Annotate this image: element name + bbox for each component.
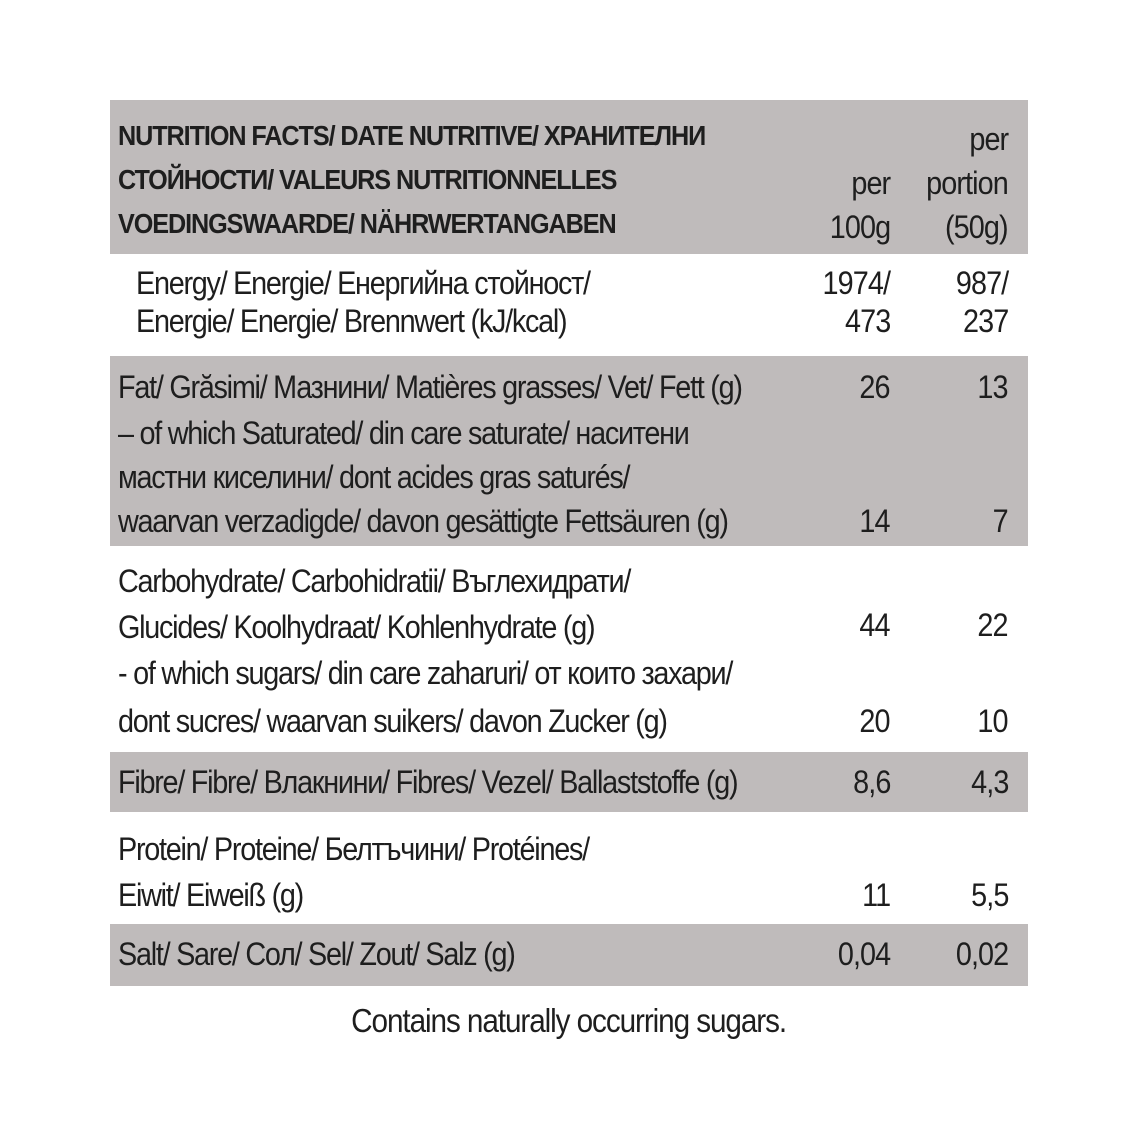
saturates-value-100g: 14 xyxy=(859,503,890,539)
salt-value-portion: 0,02 xyxy=(955,936,1008,972)
header-per-100g: 100g xyxy=(829,209,890,245)
header-title-line: VOEDINGSWAARDE/ NÄHRWERTANGABEN xyxy=(118,208,616,239)
energy-row xyxy=(110,254,1028,356)
sugars-value-portion: 10 xyxy=(977,703,1008,739)
fibre-value-100g: 8,6 xyxy=(852,764,890,800)
protein-row xyxy=(110,812,1028,924)
header-per-portion: portion xyxy=(926,165,1008,201)
salt-row xyxy=(110,924,1028,986)
carbohydrate-label: Carbohydrate/ Carbohidratii/ Въглехидрати/ xyxy=(118,563,631,599)
salt-value-100g: 0,04 xyxy=(837,936,890,972)
fibre-label: Fibre/ Fibre/ Влакнини/ Fibres/ Vezel/ Ballaststoffe (g) xyxy=(118,764,738,800)
nutrition-table xyxy=(110,100,1028,986)
header-per-portion: (50g) xyxy=(945,209,1008,245)
fat-label: Fat/ Grăsimi/ Мазнини/ Matières grasses/ Vet/ Fett (g) xyxy=(118,369,742,405)
saturates-label: мастни киселини/ dont acides gras saturés/ xyxy=(118,459,630,495)
protein-value-100g: 11 xyxy=(861,877,890,913)
carbohydrate-value-100g: 44 xyxy=(859,607,890,643)
energy-label: Energie/ Energie/ Brennwert (kJ/kcal) xyxy=(136,303,567,339)
header-title-line: СТОЙНОСТИ/ VALEURS NUTRITIONNELLES xyxy=(118,164,617,195)
salt-label: Salt/ Sare/ Сол/ Sel/ Zout/ Salz (g) xyxy=(118,936,515,972)
carbohydrate-value-portion: 22 xyxy=(977,607,1008,643)
header-per-100g: per xyxy=(851,165,890,201)
sugars-label: - of which sugars/ din care zaharuri/ от които захари/ xyxy=(118,655,733,691)
energy-value-100g: 473 xyxy=(844,303,890,339)
fat-value-portion: 13 xyxy=(977,369,1008,405)
saturates-label: waarvan verzadigde/ davon gesättigte Fettsäuren (g) xyxy=(118,503,728,539)
energy-value-100g: 1974/ xyxy=(822,265,890,301)
carbohydrate-row xyxy=(110,546,1028,752)
energy-value-portion: 237 xyxy=(962,303,1008,339)
fibre-row xyxy=(110,752,1028,812)
energy-label: Energy/ Energie/ Енергийна стойност/ xyxy=(136,265,590,301)
protein-label: Eiwit/ Eiweiß (g) xyxy=(118,877,304,913)
fat-row xyxy=(110,356,1028,546)
header-row xyxy=(110,100,1028,254)
header-per-portion: per xyxy=(969,121,1008,157)
footnote xyxy=(0,998,1137,1044)
sugars-value-100g: 20 xyxy=(859,703,890,739)
header-title-line: NUTRITION FACTS/ DATE NUTRITIVE/ ХРАНИТЕЛНИ xyxy=(118,120,706,151)
fibre-value-portion: 4,3 xyxy=(970,764,1008,800)
carbohydrate-label: Glucides/ Koolhydraat/ Kohlenhydrate (g) xyxy=(118,609,595,645)
sugars-label: dont sucres/ waarvan suikers/ davon Zucker (g) xyxy=(118,703,667,739)
energy-value-portion: 987/ xyxy=(955,265,1008,301)
footnote-text: Contains naturally occurring sugars. xyxy=(351,1002,786,1039)
protein-label: Protein/ Proteine/ Белтъчини/ Protéines/ xyxy=(118,831,589,867)
fat-value-100g: 26 xyxy=(859,369,890,405)
protein-value-portion: 5,5 xyxy=(970,877,1008,913)
saturates-value-portion: 7 xyxy=(992,503,1008,539)
saturates-label: – of which Saturated/ din care saturate/ наситени xyxy=(118,415,689,451)
